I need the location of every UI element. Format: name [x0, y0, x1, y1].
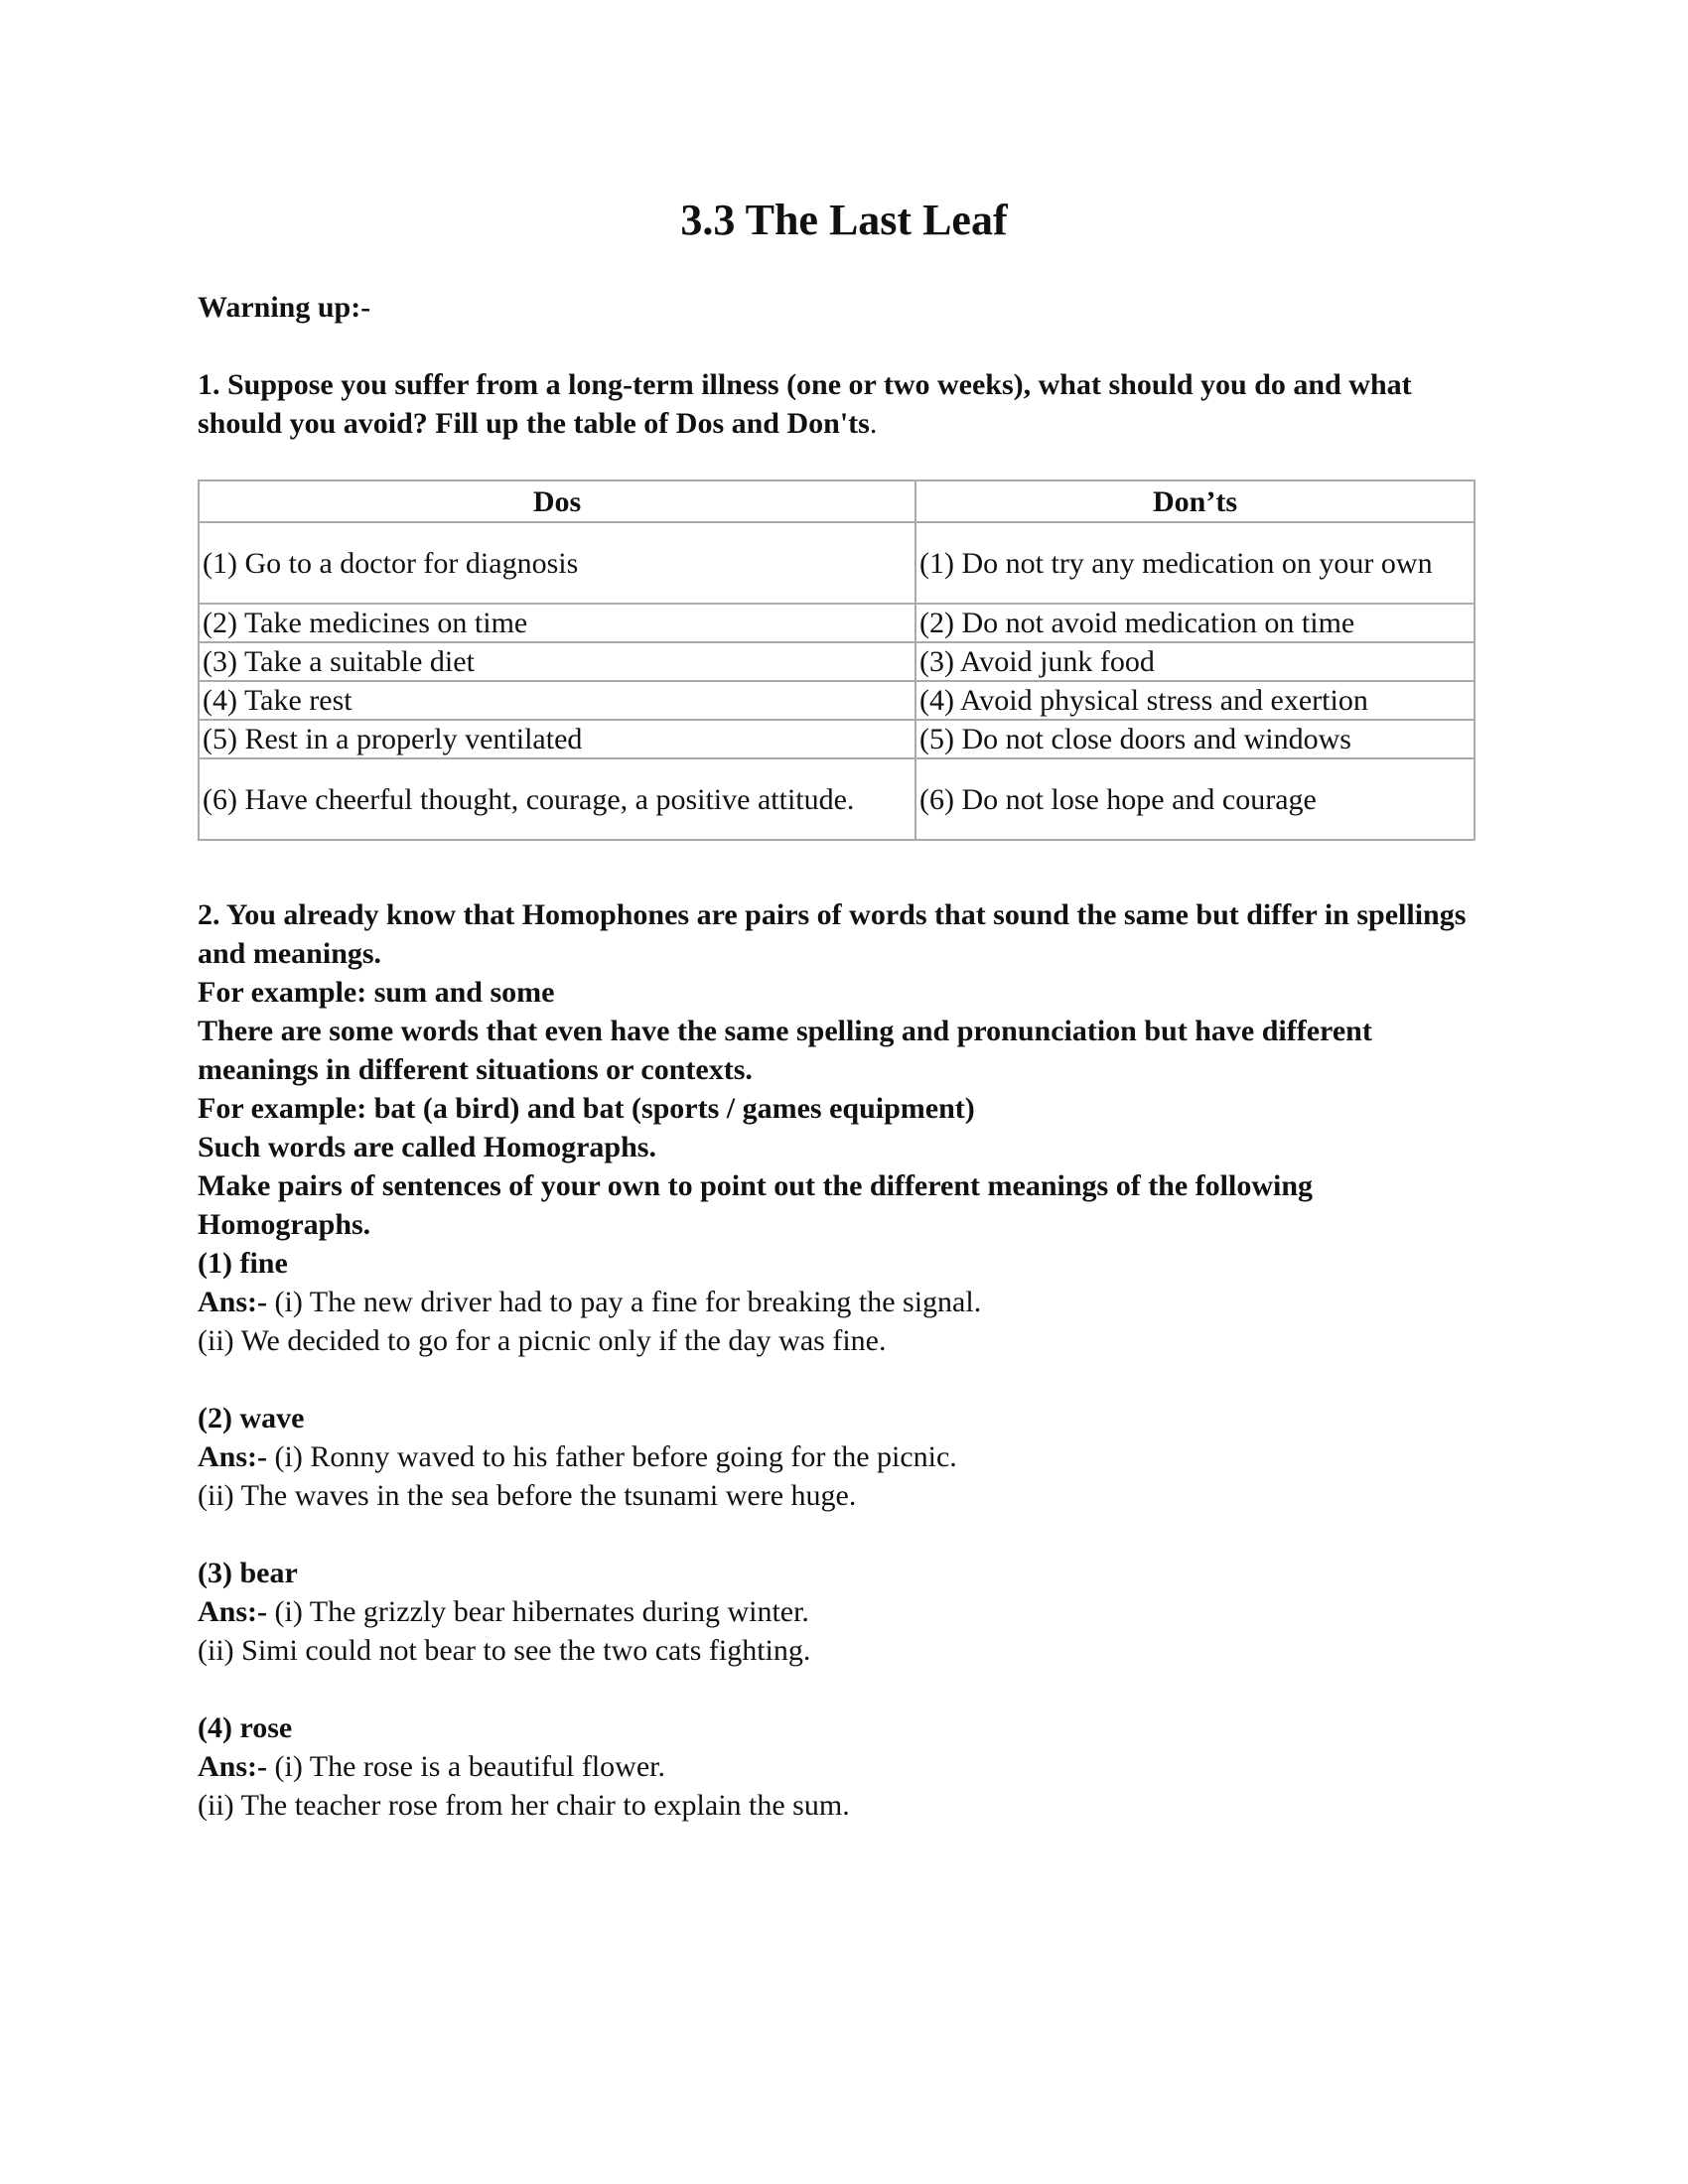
table-row — [199, 642, 1475, 681]
q2-line: For example: sum and some — [198, 976, 555, 1009]
dos-cell: (4) Take rest — [199, 681, 915, 720]
homograph-word: (4) rose — [198, 1711, 293, 1744]
donts-cell: (4) Avoid physical stress and exertion — [915, 681, 1475, 720]
ans-label: Ans:- — [198, 1440, 275, 1473]
q1-text: Suppose you suffer from a long-term illness (one or two weeks), what should you do and what should you avoid? Fill up the table of Dos and Don'ts — [198, 368, 1412, 440]
answer-block — [198, 1554, 1478, 1670]
dos-cell: (5) Rest in a properly ventilated — [199, 720, 915, 758]
header-dos: Dos — [199, 480, 915, 522]
homograph-word: (1) fine — [198, 1247, 288, 1280]
homograph-word: (2) wave — [198, 1402, 305, 1434]
q1-prefix: 1. — [198, 368, 227, 401]
header-donts: Don’ts — [915, 480, 1475, 522]
ans-label: Ans:- — [198, 1595, 275, 1628]
question-2 — [198, 895, 1478, 1825]
q2-line: Such words are called Homographs. — [198, 1131, 656, 1163]
dos-cell: (1) Go to a doctor for diagnosis — [199, 522, 915, 604]
warning-heading: Warning up:- — [198, 291, 371, 324]
dos-cell: (6) Have cheerful thought, courage, a positive attitude. — [199, 758, 915, 840]
answer-i: (i) The rose is a beautiful flower. — [274, 1750, 666, 1783]
page-title: 3.3 The Last Leaf — [680, 196, 1008, 244]
table-row — [199, 681, 1475, 720]
donts-cell: (6) Do not lose hope and courage — [915, 758, 1475, 840]
donts-cell: (5) Do not close doors and windows — [915, 720, 1475, 758]
answer-i: (i) The grizzly bear hibernates during winter. — [274, 1595, 809, 1628]
homograph-word: (3) bear — [198, 1557, 298, 1589]
question-1 — [198, 365, 1478, 443]
dos-cell: (2) Take medicines on time — [199, 604, 915, 642]
table-row — [199, 758, 1475, 840]
q2-line: 2. You already know that Homophones are pairs of words that sound the same but differ in spellings and meanings. — [198, 898, 1467, 970]
donts-cell: (2) Do not avoid medication on time — [915, 604, 1475, 642]
answer-block — [198, 1399, 1478, 1515]
answer-ii: (ii) The waves in the sea before the tsunami were huge. — [198, 1479, 857, 1512]
donts-cell: (3) Avoid junk food — [915, 642, 1475, 681]
table-row — [199, 522, 1475, 604]
q2-line: There are some words that even have the same spelling and pronunciation but have different meanings in different situations or contexts. — [198, 1015, 1372, 1086]
q2-line: For example: bat (a bird) and bat (sports / games equipment) — [198, 1092, 975, 1125]
dos-cell: (3) Take a suitable diet — [199, 642, 915, 681]
answer-ii: (ii) We decided to go for a picnic only if the day was fine. — [198, 1324, 887, 1357]
table-row — [199, 604, 1475, 642]
answer-i: (i) The new driver had to pay a fine for breaking the signal. — [274, 1286, 982, 1318]
table-row — [199, 720, 1475, 758]
ans-label: Ans:- — [198, 1286, 275, 1318]
answer-block — [198, 1244, 1478, 1360]
answer-i: (i) Ronny waved to his father before going for the picnic. — [274, 1440, 957, 1473]
q2-line: Make pairs of sentences of your own to point out the different meanings of the following Homographs. — [198, 1169, 1314, 1241]
answer-ii: (ii) Simi could not bear to see the two cats fighting. — [198, 1634, 811, 1667]
ans-label: Ans:- — [198, 1750, 275, 1783]
donts-cell: (1) Do not try any medication on your own — [915, 522, 1475, 604]
dos-donts-table — [198, 479, 1476, 841]
q1-suffix: . — [869, 407, 878, 440]
answer-block — [198, 1708, 1478, 1825]
answer-ii: (ii) The teacher rose from her chair to explain the sum. — [198, 1789, 850, 1822]
table-header-row — [199, 480, 1475, 522]
